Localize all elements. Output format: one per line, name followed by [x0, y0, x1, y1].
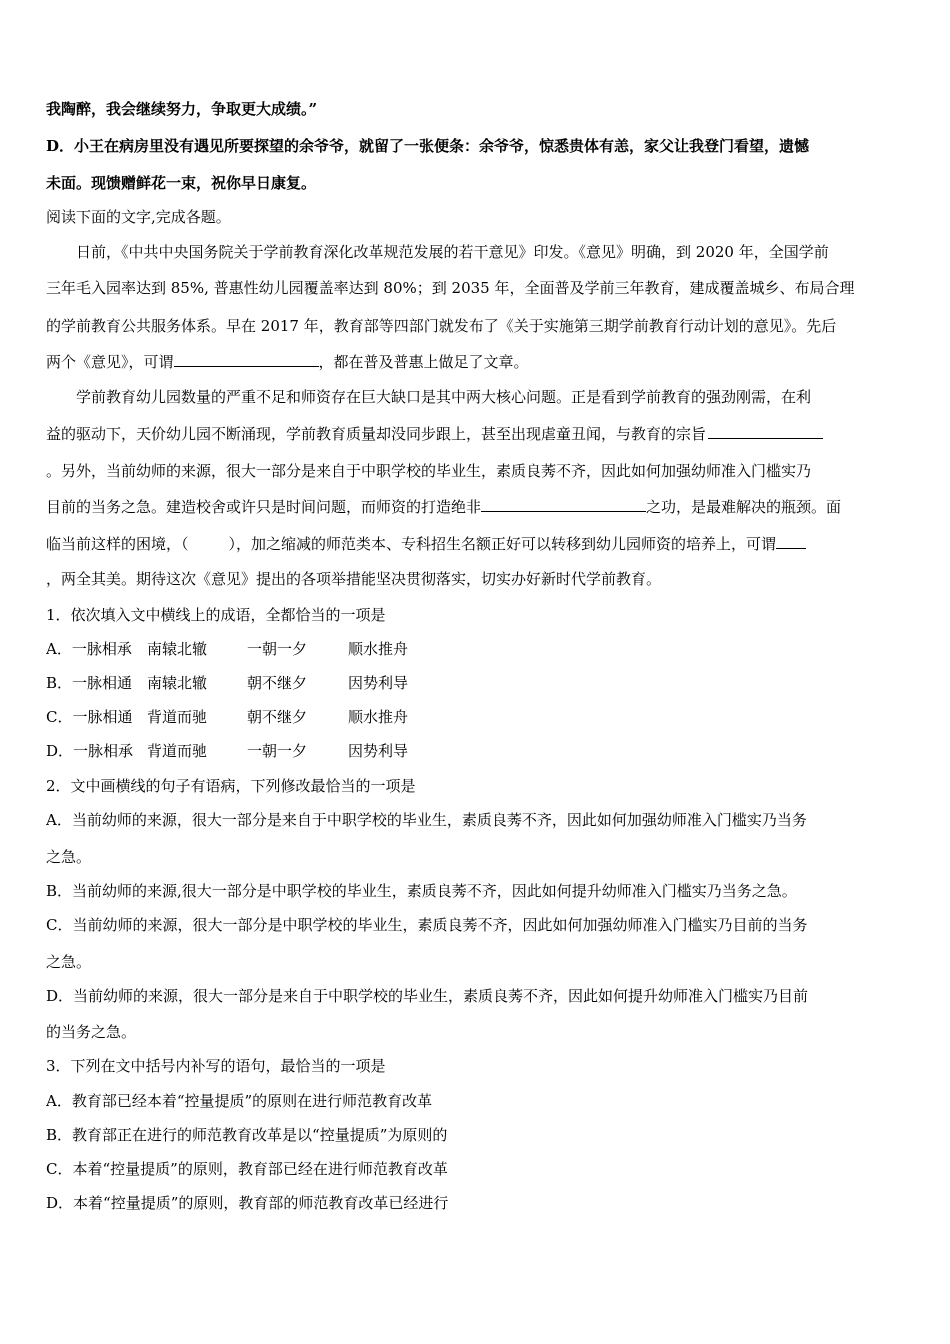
option-text: 顺水推舟 [348, 640, 409, 658]
passage-text: 两个《意见》，可谓 [46, 353, 174, 371]
passage-p2-line6: ，两全其美。期待这次《意见》提出的各项举措能坚决贯彻落实，切实办好新时代学前教育。 [46, 570, 662, 588]
passage-text: 临当前这样的困境，（ [46, 535, 189, 553]
passage-p1-line2: 三年毛入园率达到 85%, 普惠性幼儿园覆盖率达到 80%；到 2035 年，全面普及学前三年教育，建成覆盖城乡、布局合理 [46, 279, 855, 297]
question-3-option-b: B．教育部正在进行的师范教育改革是以“控量提质”为原则的 [46, 1126, 448, 1144]
option-text: 南辕北辙 [147, 674, 208, 692]
option-text: 因势利导 [348, 674, 409, 692]
option-text: 因势利导 [348, 742, 409, 760]
question-1-option-b [46, 672, 408, 693]
question-1-option-a [46, 638, 408, 659]
option-text: 背道而驰 [147, 708, 208, 726]
question-1-option-d [46, 740, 408, 761]
prev-option-d-line1: D．小王在病房里没有遇见所要探望的余爷爷，就留了一张便条：余爷爷，惊悉贵体有恙，家父让我登门看望，遗憾 [46, 137, 810, 155]
passage-p2-line3: 。另外，当前幼师的来源，很大一部分是来自于中职学校的毕业生，素质良莠不齐，因此如何加强幼师准入门槛实乃 [46, 462, 812, 480]
question-1-option-c [46, 706, 408, 727]
question-3-option-d: D．本着“控量提质”的原则，教育部的师范教育改革已经进行 [46, 1194, 449, 1212]
prev-answer-line: 我陶醉，我会继续努力，争取更大成绩。” [46, 100, 318, 118]
question-2-option-a-line1: A．当前幼师的来源，很大一部分是来自于中职学校的毕业生，素质良莠不齐，因此如何加强幼师准入门槛实乃当务 [46, 811, 807, 829]
passage-text: 目前的当务之急。建造校舍或许只是时间问题，而师资的打造绝非 [46, 498, 482, 516]
question-3-stem: 3．下列在文中括号内补写的语句，最恰当的一项是 [46, 1057, 386, 1075]
question-2-option-d-line2: 的当务之急。 [46, 1023, 137, 1041]
passage-text: 之功，是最难解决的瓶颈。面 [646, 498, 842, 516]
option-text: 朝不继夕 [247, 708, 308, 726]
blank-4 [776, 536, 806, 549]
passage-p1-line1: 日前，《中共中央国务院关于学前教育深化改革规范发展的若干意见》印发。《意见》明确，到 2020 年，全国学前 [76, 243, 829, 261]
option-text: 顺水推舟 [348, 708, 409, 726]
blank-2 [708, 426, 823, 439]
option-text: 一朝一夕 [247, 640, 308, 658]
option-text: B．一脉相通 [46, 674, 133, 692]
option-text: C．一脉相通 [46, 708, 133, 726]
prev-option-d-line2: 未面。现馈赠鲜花一束，祝你早日康复。 [46, 174, 317, 192]
question-2-option-a-line2: 之急。 [46, 848, 92, 866]
option-text: D．一脉相承 [46, 742, 134, 760]
question-2-option-c-line1: C．当前幼师的来源，很大一部分是中职学校的毕业生，素质良莠不齐，因此如何加强幼师准入门槛实乃目前的当务 [46, 916, 808, 934]
question-1-stem: 1．依次填入文中横线上的成语，全都恰当的一项是 [46, 606, 386, 624]
question-3-option-c: C．本着“控量提质”的原则，教育部已经在进行师范教育改革 [46, 1160, 448, 1178]
blank-1 [174, 354, 319, 367]
question-2-option-c-line2: 之急。 [46, 953, 92, 971]
question-2-option-b: B．当前幼师的来源,很大一部分是中职学校的毕业生，素质良莠不齐，因此如何提升幼师准入门槛实乃当务之急。 [46, 882, 797, 900]
option-text: A．一脉相承 [46, 640, 132, 658]
passage-p1-line3: 的学前教育公共服务体系。早在 2017 年，教育部等四部门就发布了《关于实施第三期学前教育行动计划的意见》。先后 [46, 317, 837, 335]
option-text: 一朝一夕 [247, 742, 308, 760]
reading-instruction: 阅读下面的文字,完成各题。 [46, 208, 231, 226]
passage-text: ），加之缩减的师范类本、专科招生名额正好可以转移到幼儿园师资的培养上，可谓 [228, 535, 777, 553]
passage-p1-line4 [46, 351, 529, 372]
passage-text: 益的驱动下，天价幼儿园不断涌现，学前教育质量却没同步跟上，甚至出现虐童丑闻，与教育的宗旨 [46, 425, 707, 443]
blank-3 [481, 499, 646, 512]
passage-text: ，都在普及普惠上做足了文章。 [318, 353, 529, 371]
question-2-stem: 2．文中画横线的句子有语病，下列修改最恰当的一项是 [46, 777, 416, 795]
passage-p2-line4 [46, 496, 841, 517]
option-text: 南辕北辙 [147, 640, 208, 658]
option-text: 朝不继夕 [247, 674, 308, 692]
passage-p2-line5 [46, 533, 806, 554]
passage-p2-line1: 学前教育幼儿园数量的严重不足和师资存在巨大缺口是其中两大核心问题。正是看到学前教育的强劲刚需，在利 [76, 388, 812, 406]
option-text: 背道而驰 [147, 742, 208, 760]
question-3-option-a: A．教育部已经本着“控量提质”的原则在进行师范教育改革 [46, 1092, 433, 1110]
passage-p2-line2 [46, 423, 823, 444]
question-2-option-d-line1: D．当前幼师的来源，很大一部分是来自于中职学校的毕业生，素质良莠不齐，因此如何提升幼师准入门槛实乃目前 [46, 987, 809, 1005]
